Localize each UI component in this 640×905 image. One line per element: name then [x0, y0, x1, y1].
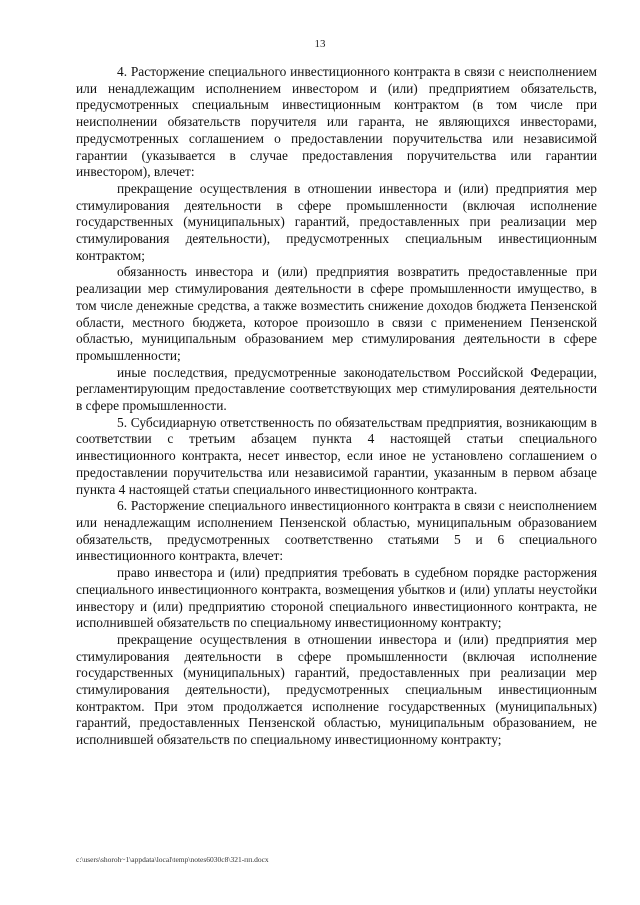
paragraph-4-consequence-3: иные последствия, предусмотренные законодательством Российской Федерации, регламентирующим предоставление соответствующих мер стимулирования деятельности в сфере промышленности.	[76, 364, 597, 414]
paragraph-5: 5. Субсидиарную ответственность по обязательствам предприятия, возникающим в соответствии с третьим абзацем пункта 4 настоящей статьи специального инвестиционного контракта, несет инвестор, если иное не установлено соглашением о предоставлении поручительства или независимой гарантии, указанным в первом абзаце пункта 4 настоящей статьи специального инвестиционного контракта.	[76, 414, 597, 497]
paragraph-4: 4. Расторжение специального инвестиционного контракта в связи с неисполнением или ненадлежащим исполнением инвестором и (или) предприятием обязательств, предусмотренных специальным инвестиционным контрактом (в том числе при неисполнении обязательств поручителя или гаранта, не являющихся инвесторами, предусмотренных соглашением о предоставлении поручительства или независимой гарантии (указывается в случае предоставления поручительства или гарантии инвестором), влечет:	[76, 64, 597, 180]
paragraph-4-consequence-1: прекращение осуществления в отношении инвестора и (или) предприятия мер стимулирования деятельности в сфере промышленности (включая исполнение государственных (муниципальных) гарантий, предоставленных при реализации мер стимулирования деятельности), предусмотренных специальным инвестиционным контрактом;	[76, 180, 597, 263]
file-path-footer: c:\users\shoroh~1\appdata\local\temp\notes6030c8\321-пп.docx	[76, 855, 269, 864]
paragraph-6: 6. Расторжение специального инвестиционного контракта в связи с неисполнением или ненадлежащим исполнением Пензенской областью, муниципальным образованием обязательств, предусмотренных соответственно статьями 5 и 6 специального инвестиционного контракта, влечет:	[76, 498, 597, 564]
page-number: 13	[314, 38, 326, 50]
document-body	[76, 64, 597, 749]
paragraph-6-consequence-1: право инвестора и (или) предприятия требовать в судебном порядке расторжения специального инвестиционного контракта, возмещения убытков и (или) уплаты неустойки инвестору и (или) предприятию стороной специального инвестиционного контракта, не исполнившей обязательств по специальному инвестиционному контракту;	[76, 565, 597, 631]
paragraph-4-consequence-2: обязанность инвестора и (или) предприятия возвратить предоставленные при реализации мер стимулирования деятельности в сфере промышленности имущество, в том числе денежные средства, а также возместить снижение доходов бюджета Пензенской области, местного бюджета, которое произошло в связи с применением Пензенской областью, муниципальным образованием мер стимулирования деятельности в сфере промышленности;	[76, 264, 597, 363]
paragraph-6-consequence-2: прекращение осуществления в отношении инвестора и (или) предприятия мер стимулирования деятельности в сфере промышленности (включая исполнение государственных (муниципальных) гарантий, предоставленных при реализации мер стимулирования деятельности), предусмотренных специальным инвестиционным контрактом. При этом продолжается исполнение государственных (муниципальных) гарантий, предоставленных Пензенской областью, муниципальным образованием, не исполнившей обязательств по специальному инвестиционному контракту;	[76, 631, 597, 748]
